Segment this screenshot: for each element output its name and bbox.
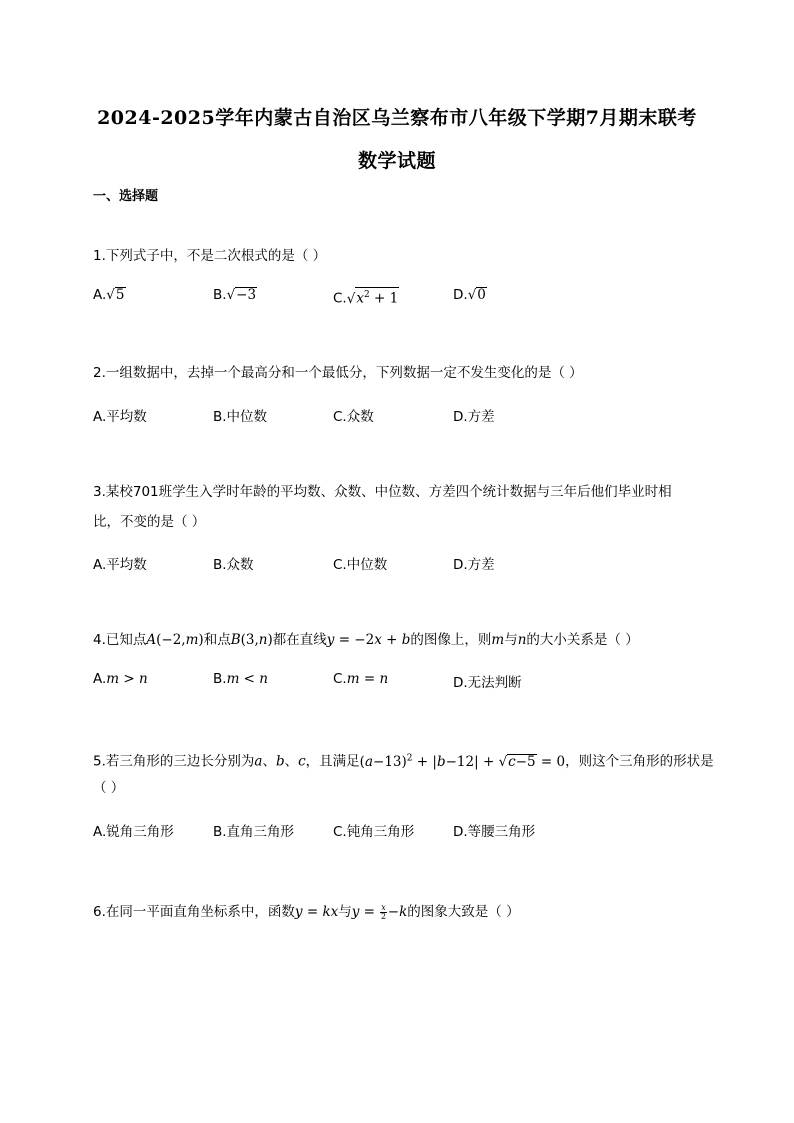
question-2-option-a: A.平均数 [93,409,147,425]
question-5-option-c: C.钝角三角形 [333,824,415,840]
question-1-option-d: D.√0 [453,287,486,303]
question-5-option-a: A.锐角三角形 [93,824,174,840]
question-2-stem: 2.一组数据中，去掉一个最高分和一个最低分，下列数据一定不发生变化的是（ ） [93,365,583,381]
question-3-option-c: C.中位数 [333,557,388,573]
question-2-option-d: D.方差 [453,409,495,425]
question-4-option-a: A.m > n [93,671,148,687]
question-4-option-d: D.无法判断 [453,675,522,691]
question-2-option-c: C.众数 [333,409,374,425]
question-2-option-b: B.中位数 [213,409,268,425]
question-5-stem-line1: 5.若三角形的三边长分别为a、b、c，且满足$(a-13)^2 + |b-12| + √c-5 = 0$，则这个三角形的形状是 [93,753,714,770]
question-3-option-d: D.方差 [453,557,495,573]
page-title: 2024-2025学年内蒙古自治区乌兰察布市八年级下学期7月期末联考 [97,107,697,129]
question-3-stem-line2: 比，不变的是（ ） [93,514,206,530]
question-1-stem: 1.下列式子中，不是二次根式的是（ ） [93,248,327,264]
question-1-option-c: $C.√x^2 + 1$ [333,287,399,307]
question-5-stem-line2: （ ） [93,780,125,796]
section-heading: 一、选择题 [93,189,159,204]
question-3-option-b: B.众数 [213,557,254,573]
question-5-option-b: B.直角三角形 [213,824,295,840]
question-4-option-b: B.m < n [213,671,268,687]
question-6-stem: 6.在同一平面直角坐标系中，函数y = kx与y = $\frac{x}{2}$ −k的图象大致是（ ） [93,903,520,921]
page-subtitle: 数学试题 [357,150,436,172]
question-4-stem: 4.已知点A(−2,m)和点B(3,n)都在直线y = −2x + b的图像上，则m与n的大小关系是（ ） [93,632,639,648]
question-1-option-a: A.√5 [93,287,125,303]
question-4-option-c: C.m = n [333,671,389,687]
question-3-option-a: A.平均数 [93,557,147,573]
question-1-option-b: B.√−3 [213,287,257,303]
question-3-stem-line1: 3.某校701班学生入学时年龄的平均数、众数、中位数、方差四个统计数据与三年后他们毕业时相 [93,484,672,500]
question-5-option-d: D.等腰三角形 [453,824,536,840]
